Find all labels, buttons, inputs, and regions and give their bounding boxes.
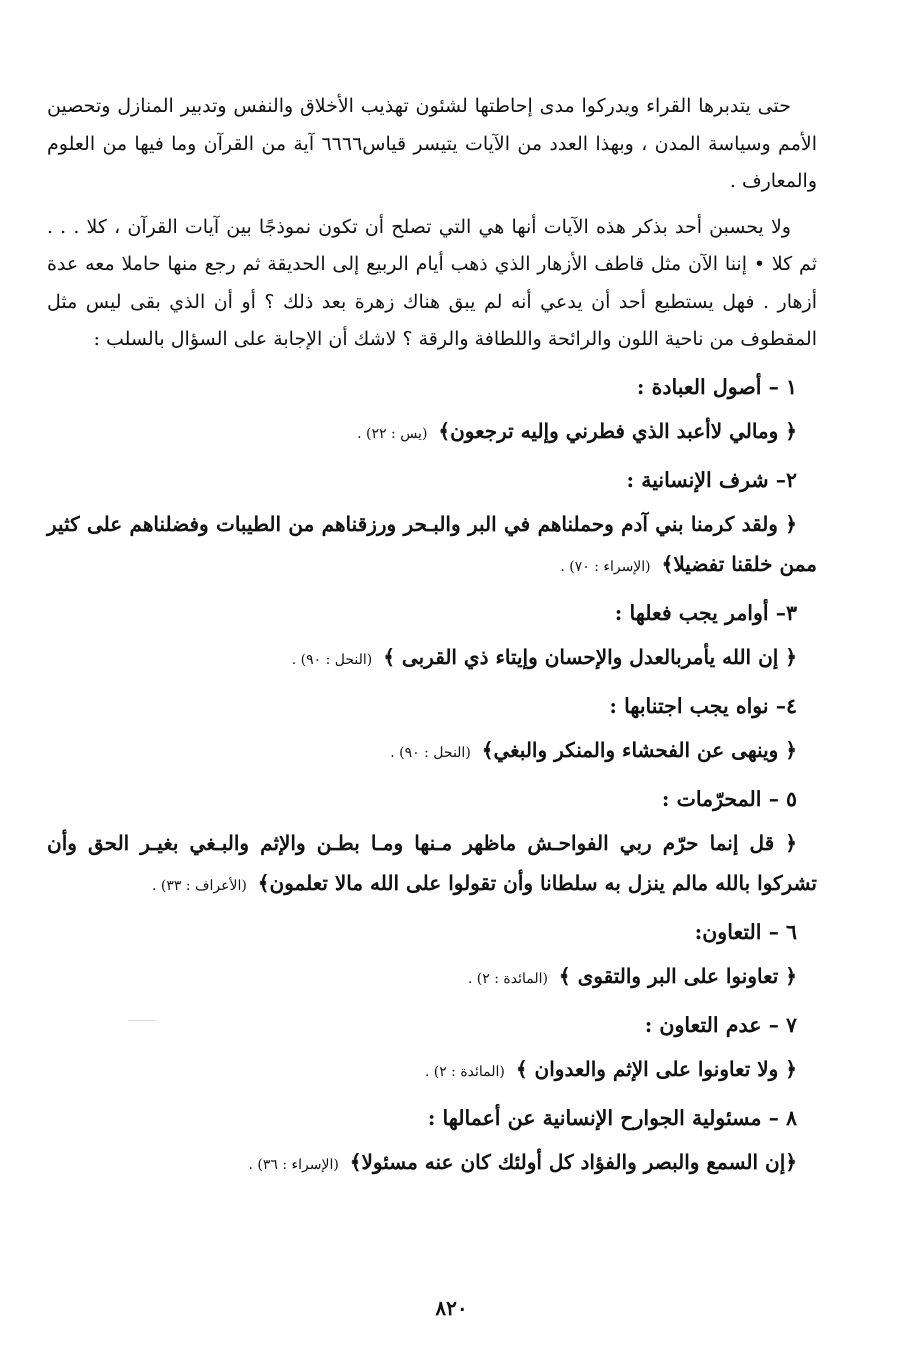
verse-cooperation <box>47 956 817 999</box>
verse-commands <box>47 637 817 680</box>
verse-text: ﴿ ولا تعاونوا على الإثم والعدوان ﴾ <box>515 1056 797 1081</box>
verse-reference: (النحل : ٩٠) . <box>390 744 471 761</box>
verse-reference: (الإسراء : ٣٦) . <box>248 1156 339 1173</box>
verse-reference: (النحل : ٩٠) . <box>291 651 373 668</box>
verse-text: ﴿ وينهى عن الفحشاء والمنكر والبغي﴾ <box>481 737 797 762</box>
verse-reference: (المائدة : ٢) . <box>424 1063 505 1080</box>
verse-reference: (الأعراف : ٣٣) . <box>151 877 247 894</box>
verse-responsibility <box>47 1142 817 1185</box>
verse-reference: (المائدة : ٢) . <box>467 970 548 987</box>
section-heading-worship: ١ – أصول العبادة : <box>636 374 797 399</box>
verse-text: ﴿ ومالي لاأعبد الذي فطرني وإليه ترجعون﴾ <box>438 418 797 443</box>
section-heading-human-dignity: ٢– شرف الإنسانية : <box>626 467 797 492</box>
verse-text: ﴿ تعاونوا على البر والتقوى ﴾ <box>558 963 797 988</box>
verse-non-cooperation <box>47 1049 817 1092</box>
verse-reference: (الإسراء : ٧٠) . <box>560 558 651 575</box>
section-heading-commands: ٣– أوامر يجب فعلها : <box>614 600 797 625</box>
verse-reference: (يس : ٢٢) . <box>357 425 428 442</box>
verse-forbidden <box>47 823 817 906</box>
section-heading-responsibility: ٨ – مسئولية الجوارح الإنسانية عن أعمالها : <box>427 1105 797 1130</box>
scan-mark <box>128 1020 156 1021</box>
intro-paragraph-1: حتى يتدبرها القراء ويدركوا مدى إحاطتها لشئون تهذيب الأخلاق والنفس وتدبير المنازل وتحصين الأمم وسياسة المدن ، وبهذا العدد من الآيات يتيسر قياس٦٦٦٦ آية من القرآن وما فيها من العلوم والمعارف . <box>47 95 817 192</box>
section-heading-cooperation: ٦ – التعاون: <box>694 919 797 944</box>
section-heading-non-cooperation: ٧ – عدم التعاون : <box>644 1012 797 1037</box>
verse-text: ﴿ ولقد كرمنا بني آدم وحملناهم في البر والبـحر ورزقناهم من الطيبات وفضلناهم على كثير ممن خلقنا تفضيلا﴾ <box>47 511 817 576</box>
verse-prohibitions <box>47 730 817 773</box>
verse-worship <box>47 411 817 454</box>
verse-text: ﴿ إن الله يأمربالعدل والإحسان وإيتاء ذي القربى ﴾ <box>383 644 797 669</box>
verse-human-dignity <box>47 504 817 587</box>
page-number: ٨٢٠ <box>435 1296 468 1320</box>
section-heading-prohibitions: ٤– نواه يجب اجتنابها : <box>609 693 797 718</box>
page-body <box>47 88 817 1191</box>
verse-text: ﴿إن السمع والبصر والفؤاد كل أولئك كان عنه مسئولا﴾ <box>349 1149 797 1174</box>
section-heading-forbidden: ٥ – المحرّمات : <box>661 786 797 811</box>
verse-text: ﴿ قل إنما حرّم ربي الفواحـش ماظهر مـنها ومـا بطـن والإثم والبـغي بغيـر الحق وأن تشركوا بالله مالم ينزل به سلطانا وأن تقولوا على الله مالا تعلمون﴾ <box>47 830 817 895</box>
intro-paragraph-2: ولا يحسبن أحد بذكر هذه الآيات أنها هي التي تصلح أن تكون نموذجًا بين آيات القرآن ، كلا . . . ثم كلا • إننا الآن مثل قاطف الأزهار الذي ذهب أيام الربيع إلى الحديقة ثم رجع منها حاملا معه عدة أزهار . فهل يستطيع أحد أن يدعي أنه لم يبق هناك زهرة بعد ذلك ؟ أو أن الذي بقى ليس مثل المقطوف من ناحية اللون والرائحة واللطافة والرقة ؟ لاشك أن الإجابة على السؤال بالسلب : <box>47 215 817 350</box>
